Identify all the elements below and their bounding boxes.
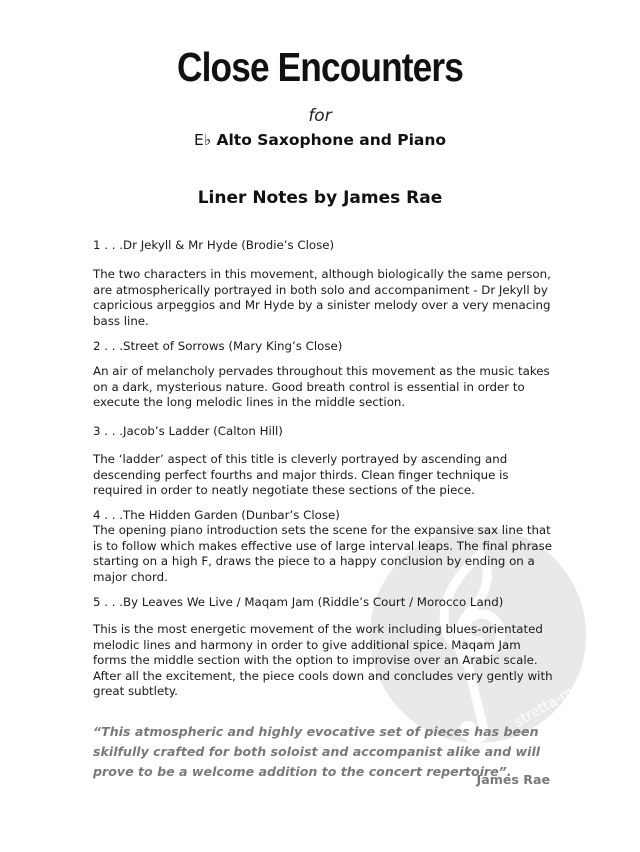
movement-text: This is the most energetic movement of the work including blues-orientated melodic lines and harmony in order to give additional spice. Maqam Jam forms the middle section with the option to improvise over an Arabic scale. After all the excitement, the piece cools down and concludes very gently with great subtlety.: [93, 622, 553, 698]
movement-heading: 3 . . .Jacob’s Ladder (Calton Hill): [93, 424, 283, 438]
movement-description: [93, 452, 553, 499]
movement-heading: 4 . . .The Hidden Garden (Dunbar’s Close): [93, 508, 340, 522]
movement-text: An air of melancholy pervades throughout this movement as the music takes on a dark, mysterious nature. Good breath control is essential in order to execute the long melodic lines in the middle section.: [93, 364, 550, 409]
movement-description: [93, 364, 553, 411]
review-quote: “This atmospheric and highly evocative set of pieces has been skilfully crafted for both soloist and accompanist alike and will prove to be a welcome addition to the concert repertoire”.: [93, 724, 541, 779]
subtitle-for: for: [308, 106, 332, 126]
movement-text: The opening piano introduction sets the scene for the expansive sax line that is to follow which makes effective use of large interval leaps. The final phrase starting on a high F, draws the piece to a happy conclusion by ending on a major chord.: [93, 523, 553, 584]
quote-author: James Rae: [476, 772, 550, 787]
liner-notes-heading: Liner Notes by James Rae: [197, 188, 443, 208]
page-title: Close Encounters: [176, 44, 464, 90]
movement-text: The ‘ladder’ aspect of this title is cleverly portrayed by ascending and descending perfect fourths and major thirds. Clean finger technique is required in order to neatly negotiate these sections of the piece.: [93, 452, 509, 497]
movement-description: [93, 622, 553, 700]
flat-sign: E♭: [193, 131, 212, 149]
movement-description: [93, 523, 553, 585]
movement-text: The two characters in this movement, although biologically the same person, are atmospherically portrayed in both solo and accompaniment - Dr Jekyll by capricious arpeggios and Mr Hyde by a sinister melody over a very menacing bass line.: [93, 267, 551, 328]
instrumentation-label: Alto Saxophone and Piano: [211, 131, 447, 149]
movement-description: [93, 267, 553, 329]
movement-heading: 1 . . .Dr Jekyll & Mr Hyde (Brodie’s Close): [93, 238, 335, 252]
movement-heading: 5 . . .By Leaves We Live / Maqam Jam (Riddle’s Court / Morocco Land): [93, 595, 504, 609]
watermark-text: stretta-music.de: [512, 659, 620, 731]
instrumentation: [0, 131, 640, 149]
movement-heading: 2 . . .Street of Sorrows (Mary King’s Close): [93, 339, 343, 353]
